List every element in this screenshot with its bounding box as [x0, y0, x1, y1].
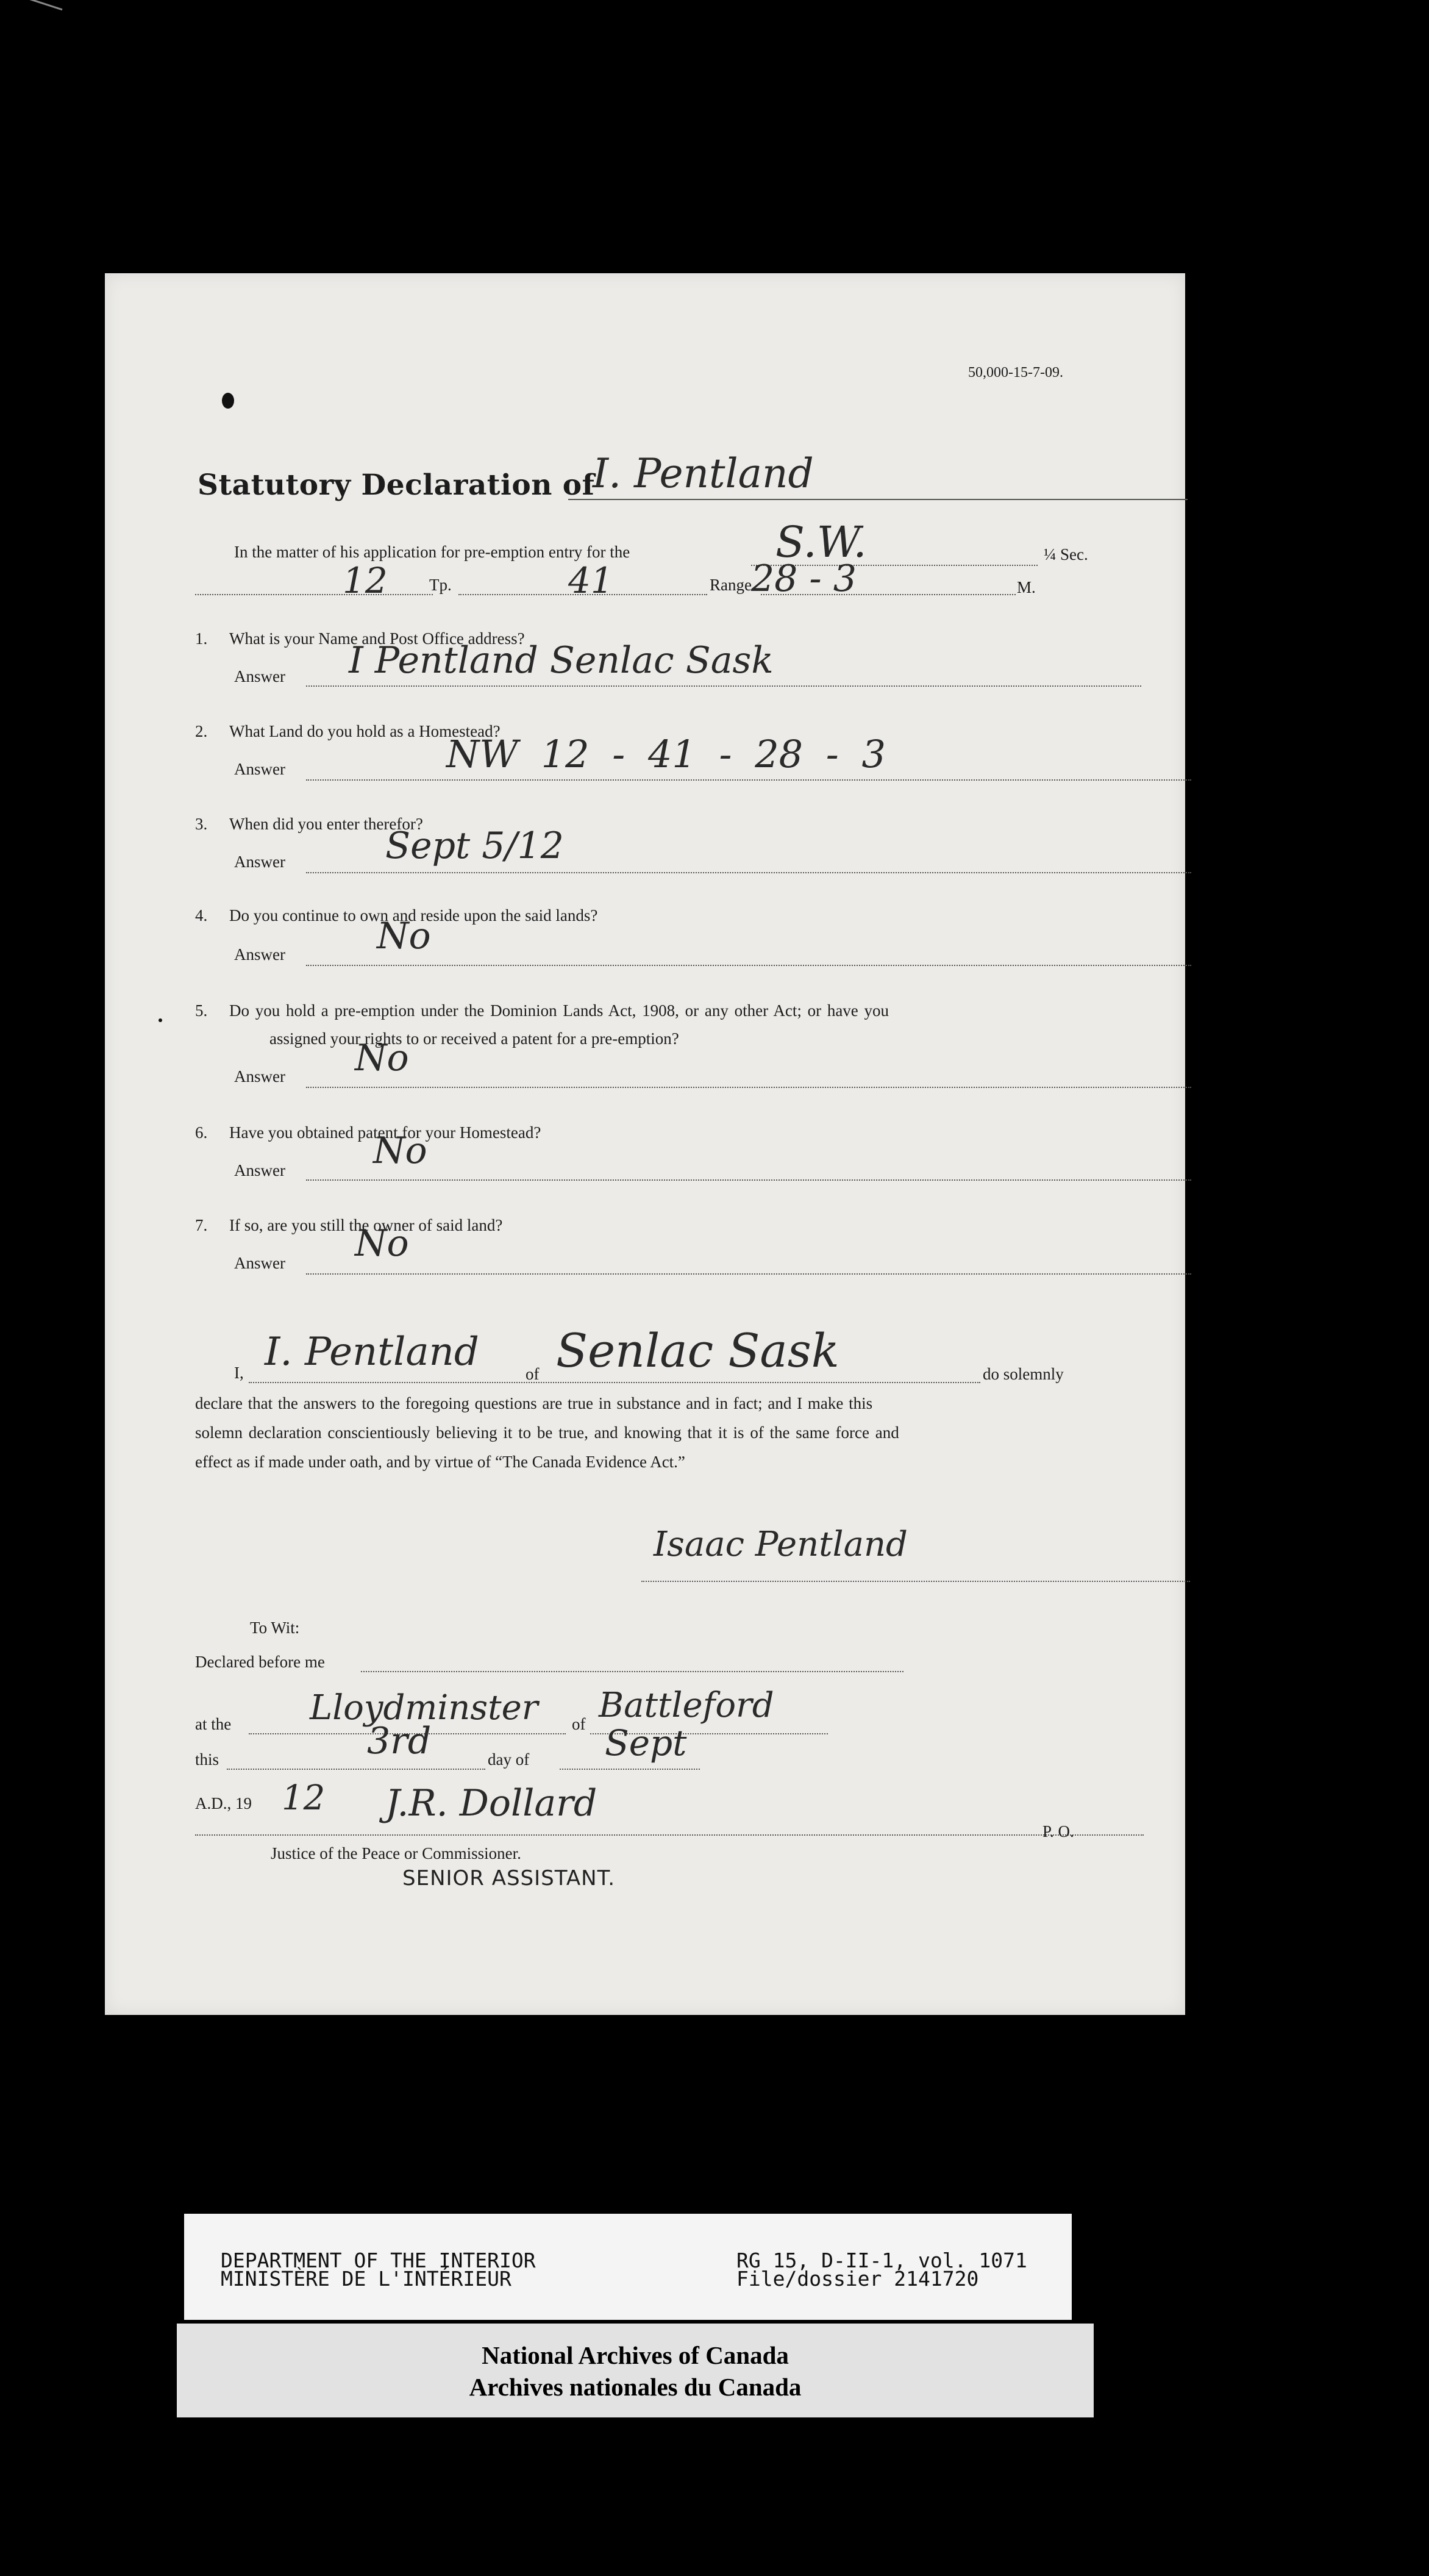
dept-fr: MINISTÈRE DE L'INTÉRIEUR	[221, 2267, 511, 2291]
question-5-answer-label: Answer	[234, 1067, 285, 1086]
section-handwritten: 12	[343, 560, 388, 601]
township-line	[458, 594, 707, 595]
declaration-solemnly: do solemnly	[983, 1365, 1064, 1383]
question-2-number: 2.	[195, 722, 208, 740]
question-4-number: 4.	[195, 906, 208, 925]
nac-fr: Archives nationales du Canada	[469, 2373, 802, 2401]
day-of-label: day of	[488, 1750, 530, 1769]
declaration-name-handwritten: I. Pentland	[265, 1329, 479, 1375]
question-7-text: If so, are you still the owner of said land?	[229, 1216, 503, 1234]
nac-en: National Archives of Canada	[482, 2341, 789, 2369]
question-7-answer-handwritten: No	[355, 1222, 409, 1265]
day-handwritten: 3rd	[367, 1720, 432, 1762]
dept-en: DEPARTMENT OF THE INTERIOR	[221, 2249, 536, 2272]
quarter-handwritten: S.W.	[775, 517, 867, 567]
question-6-text: Have you obtained patent for your Homestead?	[229, 1123, 541, 1142]
question-4-answer-handwritten: No	[377, 915, 431, 957]
question-7-answer-line	[306, 1273, 1191, 1275]
declarant-name-handwritten: I. Pentland	[593, 450, 814, 497]
question-5-text: Do you hold a pre-emption under the Dominion Lands Act, 1908, or any other Act; or have you	[229, 1001, 889, 1020]
declaration-line-4: effect as if made under oath, and by virtue of “The Canada Evidence Act.”	[195, 1453, 685, 1471]
declaration-name-line	[249, 1382, 980, 1383]
month-handwritten: Sept	[605, 1722, 687, 1764]
question-4-text: Do you continue to own and reside upon the said lands?	[229, 906, 598, 925]
sec-label: ¼ Sec.	[1044, 545, 1088, 564]
question-3-number: 3.	[195, 815, 208, 833]
question-3-answer-handwritten: Sept 5/12	[385, 825, 564, 867]
to-wit-label: To Wit:	[250, 1619, 300, 1637]
question-3-answer-label: Answer	[234, 853, 285, 871]
national-archives-label	[177, 2324, 1094, 2417]
commissioner-signature: J.R. Dollard	[385, 1782, 597, 1825]
question-6-answer-label: Answer	[234, 1161, 285, 1179]
question-6-answer-line	[306, 1179, 1191, 1181]
month-line	[560, 1769, 700, 1770]
range-line	[761, 594, 1016, 595]
day-line	[227, 1769, 485, 1770]
section-line	[195, 594, 433, 595]
question-5-answer-line	[306, 1087, 1191, 1088]
intro-text: In the matter of his application for pre-emption entry for the	[234, 543, 630, 561]
question-6-answer-handwritten: No	[373, 1129, 427, 1172]
declaration-of: of	[526, 1365, 540, 1383]
po-label: P. O.	[1042, 1822, 1074, 1841]
question-1-text: What is your Name and Post Office address?	[229, 629, 525, 648]
question-7-answer-label: Answer	[234, 1254, 285, 1272]
question-3-answer-line	[306, 872, 1191, 873]
question-5-answer-handwritten: No	[355, 1037, 409, 1079]
question-1-answer-handwritten: I Pentland Senlac Sask	[349, 639, 774, 682]
question-7-number: 7.	[195, 1216, 208, 1234]
question-6-number: 6.	[195, 1123, 208, 1142]
declaration-i: I,	[234, 1364, 244, 1382]
township-handwritten: 41	[568, 560, 613, 601]
title-underline	[568, 499, 1188, 500]
this-label: this	[195, 1750, 219, 1769]
question-2-answer-label: Answer	[234, 760, 285, 778]
signature-line	[641, 1581, 1190, 1582]
question-5-number: 5.	[195, 1001, 208, 1020]
declarant-signature: Isaac Pentland	[654, 1525, 908, 1564]
range-label: Range	[710, 576, 752, 594]
declaration-place-handwritten: Senlac Sask	[556, 1323, 839, 1378]
of-label: of	[572, 1715, 586, 1733]
form-title: Statutory Declaration of	[198, 468, 595, 502]
form-number: 50,000-15-7-09.	[968, 365, 1063, 381]
question-4-answer-line	[306, 965, 1191, 966]
declaration-line-2: declare that the answers to the foregoing questions are true in substance and in fact; and I make this	[195, 1394, 873, 1412]
range-handwritten: 28 - 3	[751, 557, 857, 600]
question-5-text-line2: assigned your rights to or received a patent for a pre-emption?	[269, 1029, 679, 1048]
ink-blot	[222, 393, 234, 409]
question-2-answer-handwritten: NW 12 - 41 - 28 - 3	[446, 732, 886, 776]
question-2-answer-line	[306, 779, 1191, 781]
year-handwritten: 12	[282, 1778, 326, 1818]
declaration-line-3: solemn declaration conscientiously believing it to be true, and knowing that it is of the same force and	[195, 1423, 899, 1442]
scan-corner-mark	[15, 0, 62, 10]
archive-ref: RG 15, D-II-1, vol. 1071	[736, 2249, 1027, 2272]
archive-reference-label	[184, 2214, 1072, 2320]
question-1-answer-label: Answer	[234, 667, 285, 685]
question-1-number: 1.	[195, 629, 208, 648]
question-1-answer-line	[306, 685, 1141, 687]
margin-dot	[159, 1018, 162, 1022]
question-3-text: When did you enter therefor?	[229, 815, 423, 833]
archive-file: File/dossier 2141720	[736, 2267, 979, 2291]
commissioner-line	[195, 1834, 1144, 1836]
ad-label: A.D., 19	[195, 1794, 252, 1812]
at-place-handwritten: Lloydminster	[310, 1688, 538, 1728]
declared-before-line	[361, 1671, 903, 1672]
jp-commissioner-label: Justice of the Peace or Commissioner.	[271, 1844, 521, 1862]
declared-before-label: Declared before me	[195, 1653, 325, 1671]
senior-assistant-stamp: SENIOR ASSISTANT.	[402, 1866, 616, 1891]
at-the-label: at the	[195, 1715, 232, 1733]
meridian-label: M.	[1017, 578, 1036, 596]
of-place-handwritten: Battleford	[599, 1686, 774, 1725]
question-4-answer-label: Answer	[234, 945, 285, 964]
tp-label: Tp.	[429, 576, 452, 594]
declaration-form-sheet	[105, 273, 1185, 2015]
question-2-text: What Land do you hold as a Homestead?	[229, 722, 501, 740]
